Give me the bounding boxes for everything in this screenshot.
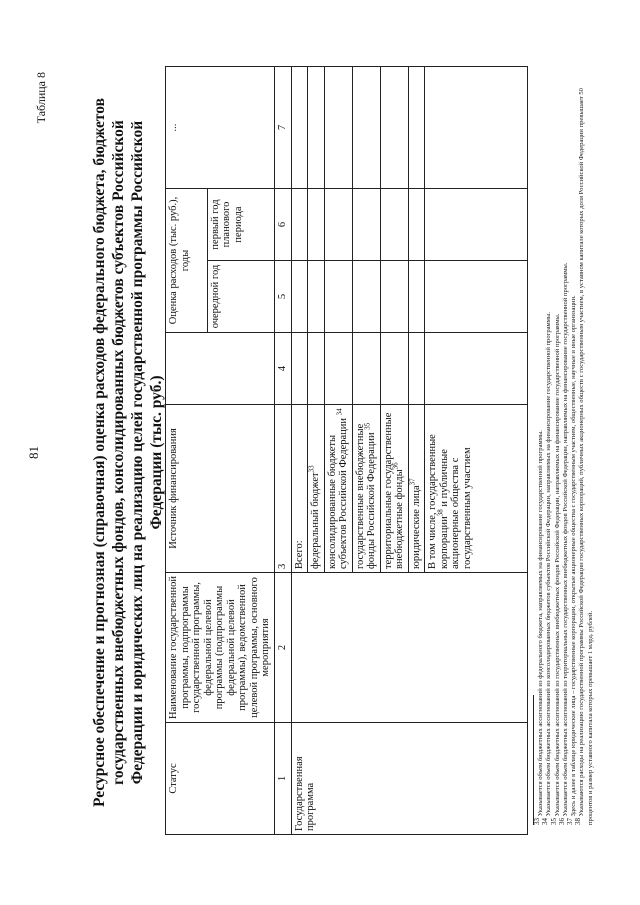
header-year2: первый год планового периода [207, 189, 274, 261]
page-number: 81 [26, 446, 41, 459]
col-num: 1 [274, 723, 291, 835]
source-total: Всего: [291, 405, 308, 573]
col-num: 4 [274, 333, 291, 405]
source-regional: консолидированные бюджеты субъектов Российской Федерации $^{34}$ [324, 405, 352, 573]
header-row [166, 67, 208, 835]
footnote-mark: 34 [335, 408, 344, 416]
footnote-mark: 37 [408, 478, 416, 486]
header-source: Источник финансирования [166, 405, 275, 573]
footnote-mark: 36 [391, 462, 400, 470]
header-status: Статус [166, 723, 275, 835]
row-status: Государственная программа [291, 723, 528, 835]
footnotes [533, 60, 595, 825]
footnote: 33 Указывается объем бюджетных ассигнований из федерального бюджета, направляемых на финансирование государственной программы. [533, 430, 545, 825]
col-num: 6 [274, 189, 291, 261]
footnote: 37 Здесь и далее в таблице юридические лица – государственные корпорации, открытые акционерные общества с государственным участием, общественные, научные и иные организации. [566, 295, 578, 825]
footnote-mark: 35 [363, 422, 372, 430]
footnote: 36 Указывается объем бюджетных ассигнований из территориальных государственных внебюджетных фондов Российской Федерации, направляемых на финансирование государственной программы. [557, 262, 570, 825]
source-federal: федеральный бюджет$^{33}$ [308, 405, 325, 573]
col-num: 3 [274, 405, 291, 573]
footnote: 35 Указывается объем бюджетных ассигнований из государственных внебюджетных фондов Российской Федерации, направляемых на финансирование государственной программы. [549, 313, 561, 825]
footnote: 34 Указывается объем бюджетных ассигнований из консолидированных бюджетов субъектов Российской Федерации, направляемых на финансирование государственной программы. [541, 312, 553, 825]
col-num: 5 [274, 261, 291, 333]
header-estimate: Оценка расходов (тыс. руб.), годы [166, 189, 208, 333]
table-label: Таблица 8 [34, 72, 48, 124]
header-year1: очередной год [207, 261, 274, 333]
col-num: 2 [274, 573, 291, 723]
source-corporations: В том числе, государственные корпорации$^{38}$ и публичные акционерные общества с государственным участием [425, 405, 528, 573]
header-more: ... [166, 67, 275, 189]
footnote: 38 Указываются расходы на реализацию государственной программы Российской Федерации государственных корпораций, публичных акционерных обществ с государственным участием, в уставном капитале которых доля Российской Федерации превышает 50 процентов и размер уставного капитала которых превышает 1 млрд. рублей. [574, 88, 594, 825]
footnote-mark: 38 [436, 509, 444, 517]
source-legal-entities: юридические лица$^{37}$ [408, 405, 425, 573]
resource-table [165, 66, 528, 835]
footnote-mark: 33 [307, 465, 316, 473]
footnote-divider [533, 695, 534, 825]
header-name: Наименование государственной программы, подпрограммы государственной программы, федеральной целевой программы (подпрограммы федеральной целевой программы), ведомственной целевой программы, основного мероприятия [166, 573, 275, 723]
col-num: 7 [274, 67, 291, 189]
column-number-row [274, 67, 291, 835]
table-title: Ресурсное обеспечение и прогнозная (справочная) оценка расходов федерального бюджета, бюджетов государственных внебюджетных фондов, консолидированных бюджетов субъектов Российской Федерации и юридических лиц на реализацию целей государственной программы Российской Федерации (тыс. руб.) [91, 97, 165, 808]
header-empty [166, 333, 275, 405]
row-name-empty [291, 573, 528, 723]
source-state-funds: государственные внебюджетные фонды Российской Федерации $^{35}$ [352, 405, 380, 573]
table-row [291, 67, 308, 835]
source-territorial-funds: территориальные государственные внебюджетные фонды$^{36}$ [380, 405, 408, 573]
